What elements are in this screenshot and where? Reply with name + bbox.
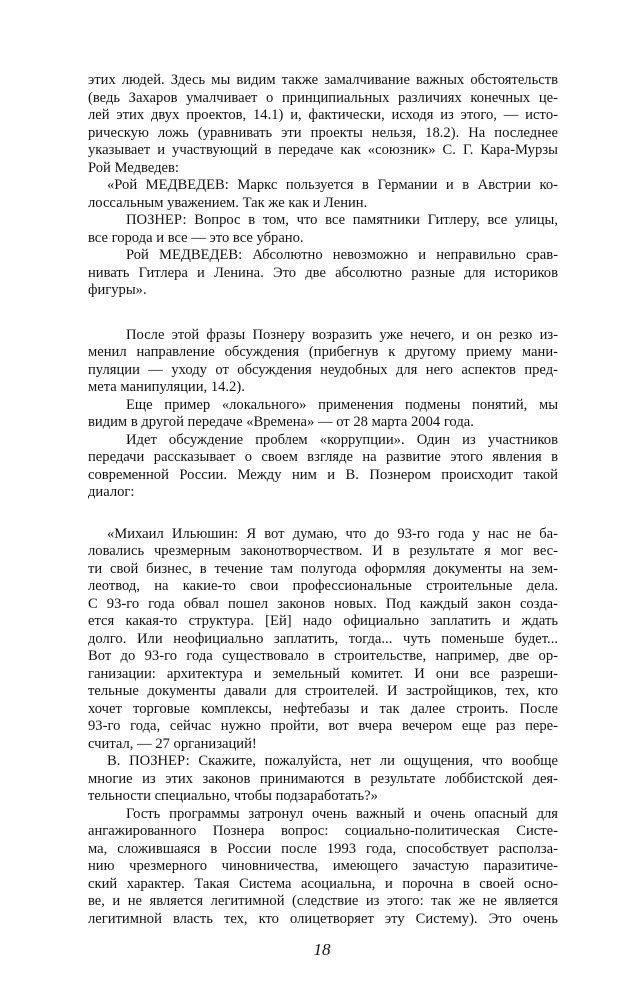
quote-line: все города и все — это все убрано. xyxy=(88,229,304,246)
text-line: нию чрезмерного чиновничества, имеющего зачастую паразитичe- xyxy=(88,858,558,874)
text-line: После этой фразы Познеру возразить уже нечего, и он резко из- xyxy=(126,326,558,343)
text-line: указывает и участвующий в передаче как «союзник» С. Г. Кара-Мурзы xyxy=(88,142,558,158)
quote-line: ПОЗНЕР: Вопрос в том, что все памятники Гитлеру, все улицы, xyxy=(126,212,558,228)
quote-line: фигуры». xyxy=(88,282,147,298)
quote-line: тельные документы давали для строителей. И застройщиков, тех, кто xyxy=(88,683,558,699)
quote-line: ганизации: архитектура и земельный комитет. И они все разреши- xyxy=(88,665,558,682)
text-line: видим в другой передаче «Времена» — от 28 марта 2004 года. xyxy=(88,414,474,430)
text-line: этих людей. Здесь мы видим также замалчивание важных обстоятельств xyxy=(88,72,558,88)
quote-line: считал, — 27 организаций! xyxy=(88,735,257,752)
quote-line: ется какая-то структура. [Ей] надо официально заплатить и ждать xyxy=(88,613,558,629)
quote-line: хочет торговые комплексы, нефтебазы и так далее строить. После xyxy=(88,700,558,717)
quote-line: леотвод, на какие-то свои профессиональные строительные дела. xyxy=(88,578,558,594)
quote-line: тельности специально, чтобы подзаработать?» xyxy=(88,788,378,804)
text-line: рическую ложь (уравнивать эти проекты нельзя, 18.2). На последнее xyxy=(88,124,558,141)
text-line: Еще пример «локального» применения подмены понятий, мы xyxy=(126,396,558,413)
text-line: Гость программы затронул очень важный и очень опасный для xyxy=(126,805,558,822)
quote-line: нивать Гитлера и Ленина. Это две абсолютно разные для историков xyxy=(88,264,558,281)
quote-line: «Рой МЕДВЕДЕВ: Маркс пользуется в Германии и в Австрии ко- xyxy=(107,177,558,193)
text-line: ангажированного Познера вопрос: социально-политическая Систе- xyxy=(88,823,558,839)
quote-line: В. ПОЗНЕР: Скажите, пожалуйста, нет ли ощущения, что вообще xyxy=(107,753,558,769)
text-line: Рой Медведев: xyxy=(88,159,179,176)
paragraph-gap xyxy=(88,502,558,526)
text-line: Идет обсуждение проблем «коррупции». Один из участников xyxy=(126,431,558,448)
quote-line: Рой МЕДВЕДЕВ: Абсолютно невозможно и неправильно срав- xyxy=(126,247,558,263)
text-line: пуляции — уходу от обсуждения неудобных для него аспектов пред- xyxy=(88,361,558,378)
quote-line: лоссальным уважением. Так же как и Ленин. xyxy=(88,194,368,211)
text-line: легитимной власть тех, кто олицетворяет эту Систему). Это очень xyxy=(88,910,558,927)
quote-line: «Михаил Ильюшин: Я вот думаю, что до 93-го года у нас не ба- xyxy=(107,525,558,542)
text-line: мета манипуляции, 14.2). xyxy=(88,379,245,395)
paragraph-gap xyxy=(88,300,558,327)
text-line: менил направление обсуждения (прибегнув к другому приему мани- xyxy=(88,344,558,360)
quote-line: 93-го года, сейчас нужно пройти, вот вчера вечером еще раз пере- xyxy=(88,718,558,734)
page-text xyxy=(88,72,558,928)
page-number: 18 xyxy=(313,940,331,959)
text-line: ве, и не является легитимной (следствие из этого: так же не является xyxy=(88,893,558,909)
text-line: передачи рассказывает о своем взгляде на развитие этого явления в xyxy=(88,449,558,465)
text-line: современной России. Между ним и В. Познером происходит такой xyxy=(88,466,558,483)
text-line: (ведь Захаров умалчивает о принципиальных различиях конечных це- xyxy=(88,89,558,106)
quote-line: С 93-го года обвал пошел законов новых. Под каждый закон созда- xyxy=(88,595,558,612)
quote-line: многие из этих законов принимаются в результате лоббистской дея- xyxy=(88,770,558,787)
quote-line: Вот до 93-го года существовало в строительстве, например, две ор- xyxy=(88,648,558,664)
quote-line: долго. Или неофициально заплатить, тогда... чуть поменьше будет... xyxy=(88,630,558,647)
text-line: ма, сложившаяся в России после 1993 года, способствует расползa- xyxy=(88,840,558,857)
text-line: диалог: xyxy=(88,484,135,500)
text-line: лей этих двух проектов, 14.1) и, фактически, исходя из этого, — истo- xyxy=(88,107,558,123)
quote-line: ловались чрезмерным законотворчеством. И в результате я мог вес- xyxy=(88,543,558,559)
text-line: ский характер. Такая Система асоциальна, и порочна в своей осно- xyxy=(88,875,558,892)
quote-line: ти свой бизнес, в течение там полугода оформляя документы на зем- xyxy=(88,560,558,577)
